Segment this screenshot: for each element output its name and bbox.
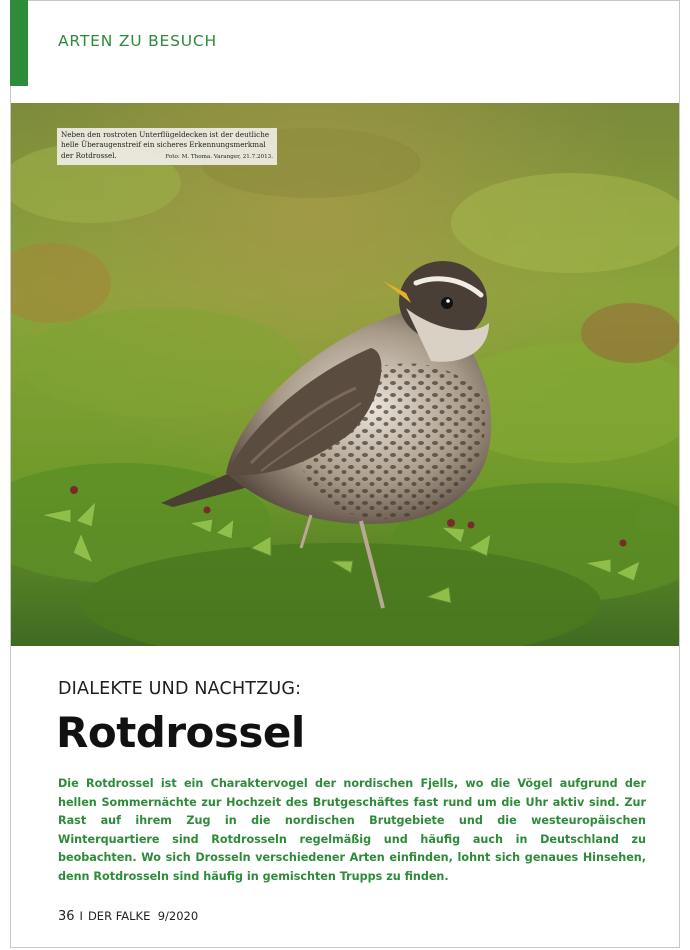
issue-number: 9/2020 [157,909,199,923]
section-label: ARTEN ZU BESUCH [58,32,218,50]
bird-photo [11,103,679,646]
page-footer [58,909,198,924]
footer-separator: I [79,909,83,923]
magazine-name: DER FALKE [87,909,151,923]
section-color-bar [10,0,28,86]
redwing-illustration [11,103,679,646]
article-kicker: DIALEKTE UND NACHTZUG: [58,679,302,699]
article-lead: Die Rotdrossel ist ein Charaktervogel der nordischen Fjells, wo die Vögel aufgrund der hellen Sommernächte zur Hochzeit des Brutgeschäftes fast rund um die Uhr aktiv sind. Zur Rast auf ihrem Zug in die nordischen Brutgebiete und die westeuropäischen Winterquartiere sind Rotdrosseln regelmäßig und häufig auch in Deutschland zu beobachten. Wo sich Drosseln verschiedener Arten einfinden, lohnt sich genaues Hinsehen, denn Rotdrosseln sind häufig in gemischten Trupps zu finden. [58,777,646,883]
page-number: 36 [58,909,75,924]
photo-caption [57,128,277,165]
caption-text: Neben den rostroten Unterflügeldecken ist der deutliche helle Überaugenstreif ein sicheres Erkennungsmerkmal der Rotdrossel. [61,130,270,160]
photo-credit: Foto: M. Thoma. Varanger, 21.7.2013. [165,153,273,160]
article-title: Rotdrossel [56,708,305,757]
